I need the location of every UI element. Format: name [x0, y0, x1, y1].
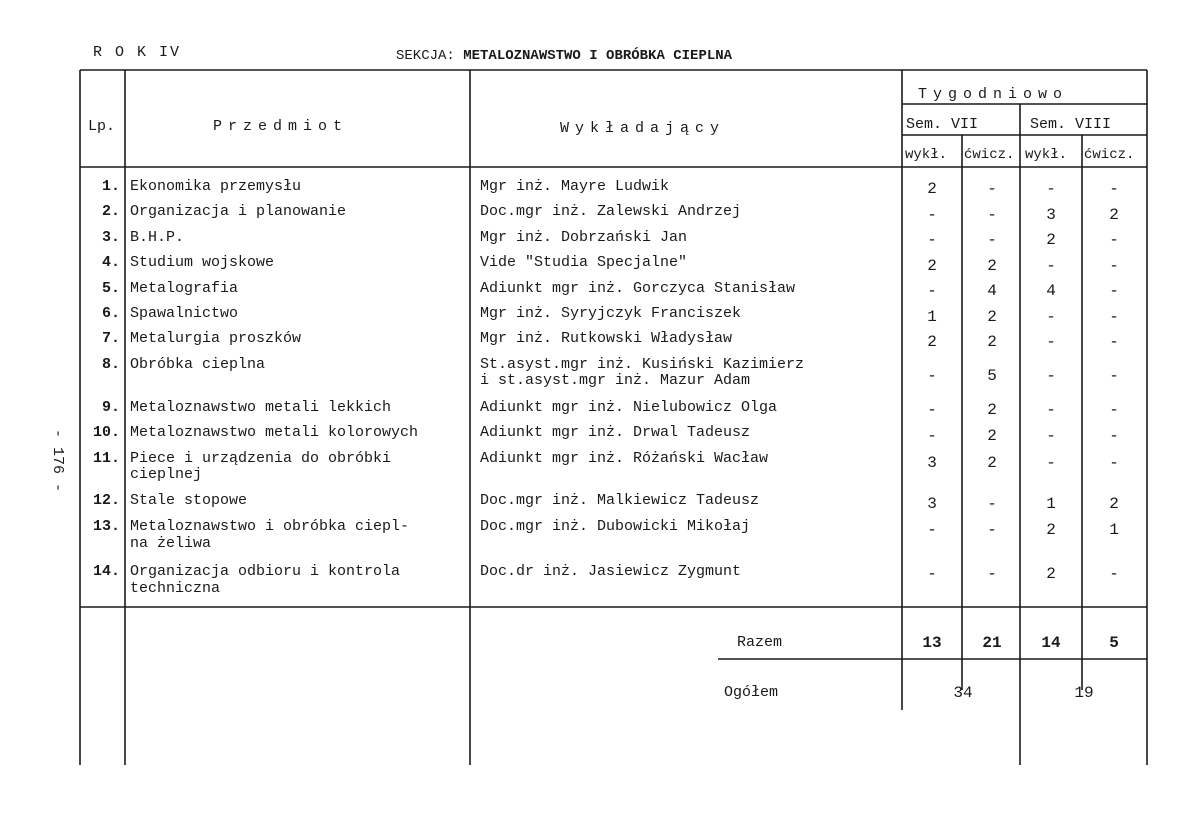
- row-w7: 2: [927, 333, 937, 351]
- row-w7: 3: [927, 454, 937, 472]
- row-w7: -: [927, 401, 937, 419]
- row-przedmiot: Organizacja i planowanie: [130, 203, 347, 220]
- row-c8: -: [1109, 427, 1119, 445]
- section-label: SEKCJA:: [396, 48, 455, 64]
- row-przedmiot-line2: cieplnej: [130, 466, 203, 483]
- col-header-tygodniowo: Tygodniowo: [918, 86, 1069, 103]
- row-wykladajacy-line2: i st.asyst.mgr inż. Mazur Adam: [480, 372, 751, 389]
- row-c7: -: [987, 521, 997, 539]
- row-c7: -: [987, 495, 997, 513]
- row-lp: 9.: [101, 399, 120, 416]
- row-wykladajacy: Adiunkt mgr inż. Drwal Tadeusz: [480, 424, 751, 441]
- col-header-sem8: Sem. VIII: [1030, 116, 1112, 133]
- row-przedmiot-line2: na żeliwa: [130, 535, 212, 552]
- row-c7: 2: [987, 308, 997, 326]
- row-lp: 12.: [92, 492, 120, 509]
- row-lp: 10.: [92, 424, 120, 441]
- ogolem-sem7: 34: [953, 684, 973, 702]
- row-lp: 14.: [92, 563, 120, 580]
- row-w7: -: [927, 565, 937, 583]
- row-c8: -: [1109, 454, 1119, 472]
- row-c8: -: [1109, 180, 1119, 198]
- row-c7: -: [987, 231, 997, 249]
- row-w8: 2: [1046, 565, 1056, 583]
- row-w8: 4: [1046, 282, 1056, 300]
- row-wykladajacy: Adiunkt mgr inż. Nielubowicz Olga: [480, 399, 778, 416]
- ogolem-label: Ogółem: [724, 684, 779, 701]
- row-c8: -: [1109, 565, 1119, 583]
- row-przedmiot: B.H.P.: [130, 229, 185, 246]
- row-c7: 2: [987, 454, 997, 472]
- row-lp: 11.: [92, 450, 120, 467]
- row-lp: 8.: [101, 356, 120, 373]
- row-w7: -: [927, 231, 937, 249]
- row-w8: -: [1046, 333, 1056, 351]
- section-value: METALOZNAWSTWO I OBRÓBKA CIEPLNA: [463, 48, 733, 64]
- col-header-przedmiot: Przedmiot: [213, 118, 349, 135]
- row-wykladajacy: Mgr inż. Syryjczyk Franciszek: [480, 305, 742, 322]
- row-w8: 2: [1046, 521, 1056, 539]
- row-c8: 2: [1109, 495, 1119, 513]
- row-c7: 2: [987, 257, 997, 275]
- row-przedmiot: Spawalnictwo: [130, 305, 239, 322]
- row-w7: 2: [927, 257, 937, 275]
- row-c8: -: [1109, 282, 1119, 300]
- row-przedmiot-line2: techniczna: [130, 580, 221, 597]
- page-number: - 176 -: [49, 428, 67, 493]
- row-przedmiot: Piece i urządzenia do obróbki: [130, 450, 392, 467]
- row-w8: 2: [1046, 231, 1056, 249]
- row-przedmiot: Metalografia: [130, 280, 239, 297]
- row-c8: -: [1109, 231, 1119, 249]
- row-w7: 2: [927, 180, 937, 198]
- row-w7: -: [927, 282, 937, 300]
- row-wykladajacy: Mgr inż. Dobrzański Jan: [480, 229, 688, 246]
- row-c8: 1: [1109, 521, 1119, 539]
- row-przedmiot: Metalurgia proszków: [130, 330, 302, 347]
- row-wykladajacy: Adiunkt mgr inż. Różański Wacław: [480, 450, 769, 467]
- row-wykladajacy: Vide "Studia Specjalne": [480, 254, 688, 271]
- row-c7: 2: [987, 401, 997, 419]
- row-w8: -: [1046, 180, 1056, 198]
- row-lp: 4.: [101, 254, 120, 271]
- row-w8: -: [1046, 401, 1056, 419]
- col-header-lp: Lp.: [88, 118, 116, 135]
- row-lp: 13.: [92, 518, 120, 535]
- row-c7: 2: [987, 427, 997, 445]
- row-przedmiot: Metaloznawstwo metali kolorowych: [130, 424, 419, 441]
- row-przedmiot: Metaloznawstwo metali lekkich: [130, 399, 392, 416]
- row-lp: 3.: [101, 229, 120, 246]
- row-c8: -: [1109, 401, 1119, 419]
- col-header-wykl7: wykł.: [905, 147, 948, 163]
- row-c8: -: [1109, 333, 1119, 351]
- row-w7: -: [927, 427, 937, 445]
- row-c7: -: [987, 180, 997, 198]
- row-c8: -: [1109, 257, 1119, 275]
- row-w8: 1: [1046, 495, 1056, 513]
- row-wykladajacy: Doc.mgr inż. Dubowicki Mikołaj: [480, 518, 751, 535]
- row-w7: 3: [927, 495, 937, 513]
- col-header-wykl8: wykł.: [1025, 147, 1068, 163]
- row-lp: 7.: [101, 330, 120, 347]
- row-w8: 3: [1046, 206, 1056, 224]
- year-label: R O K IV: [93, 44, 182, 61]
- razem-w8: 14: [1041, 634, 1061, 652]
- row-wykladajacy: St.asyst.mgr inż. Kusiński Kazimierz: [480, 356, 805, 373]
- ogolem-sem8: 19: [1074, 684, 1094, 702]
- row-w8: -: [1046, 427, 1056, 445]
- col-header-wykladajacy: Wykładający: [560, 120, 726, 137]
- col-header-cwicz7: ćwicz.: [964, 147, 1015, 163]
- row-c7: 5: [987, 367, 997, 385]
- row-c7: 4: [987, 282, 997, 300]
- row-w7: -: [927, 367, 937, 385]
- row-przedmiot: Metaloznawstwo i obróbka ciepl-: [130, 518, 410, 535]
- row-c7: -: [987, 565, 997, 583]
- row-wykladajacy: Mgr inż. Rutkowski Władysław: [480, 330, 733, 347]
- col-header-cwicz8: ćwicz.: [1084, 147, 1135, 163]
- row-przedmiot: Obróbka cieplna: [130, 356, 266, 373]
- razem-c8: 5: [1109, 634, 1119, 652]
- row-c7: -: [987, 206, 997, 224]
- row-wykladajacy: Doc.mgr inż. Zalewski Andrzej: [480, 203, 742, 220]
- row-w7: -: [927, 521, 937, 539]
- row-lp: 6.: [101, 305, 120, 322]
- row-c8: -: [1109, 367, 1119, 385]
- razem-label: Razem: [737, 634, 783, 651]
- razem-w7: 13: [922, 634, 942, 652]
- row-wykladajacy: Doc.dr inż. Jasiewicz Zygmunt: [480, 563, 742, 580]
- row-przedmiot: Studium wojskowe: [130, 254, 275, 271]
- row-w7: -: [927, 206, 937, 224]
- row-wykladajacy: Doc.mgr inż. Malkiewicz Tadeusz: [480, 492, 760, 509]
- razem-c7: 21: [982, 634, 1002, 652]
- row-w8: -: [1046, 257, 1056, 275]
- col-header-sem7: Sem. VII: [906, 116, 979, 133]
- row-wykladajacy: Mgr inż. Mayre Ludwik: [480, 178, 670, 195]
- row-w8: -: [1046, 308, 1056, 326]
- row-przedmiot: Ekonomika przemysłu: [130, 178, 302, 195]
- row-c8: 2: [1109, 206, 1119, 224]
- row-w8: -: [1046, 454, 1056, 472]
- row-c8: -: [1109, 308, 1119, 326]
- row-c7: 2: [987, 333, 997, 351]
- row-w8: -: [1046, 367, 1056, 385]
- row-lp: 2.: [101, 203, 120, 220]
- row-w7: 1: [927, 308, 937, 326]
- row-wykladajacy: Adiunkt mgr inż. Gorczyca Stanisław: [480, 280, 796, 297]
- row-przedmiot: Organizacja odbioru i kontrola: [130, 563, 401, 580]
- row-lp: 5.: [101, 280, 120, 297]
- row-przedmiot: Stale stopowe: [130, 492, 248, 509]
- row-lp: 1.: [101, 178, 120, 195]
